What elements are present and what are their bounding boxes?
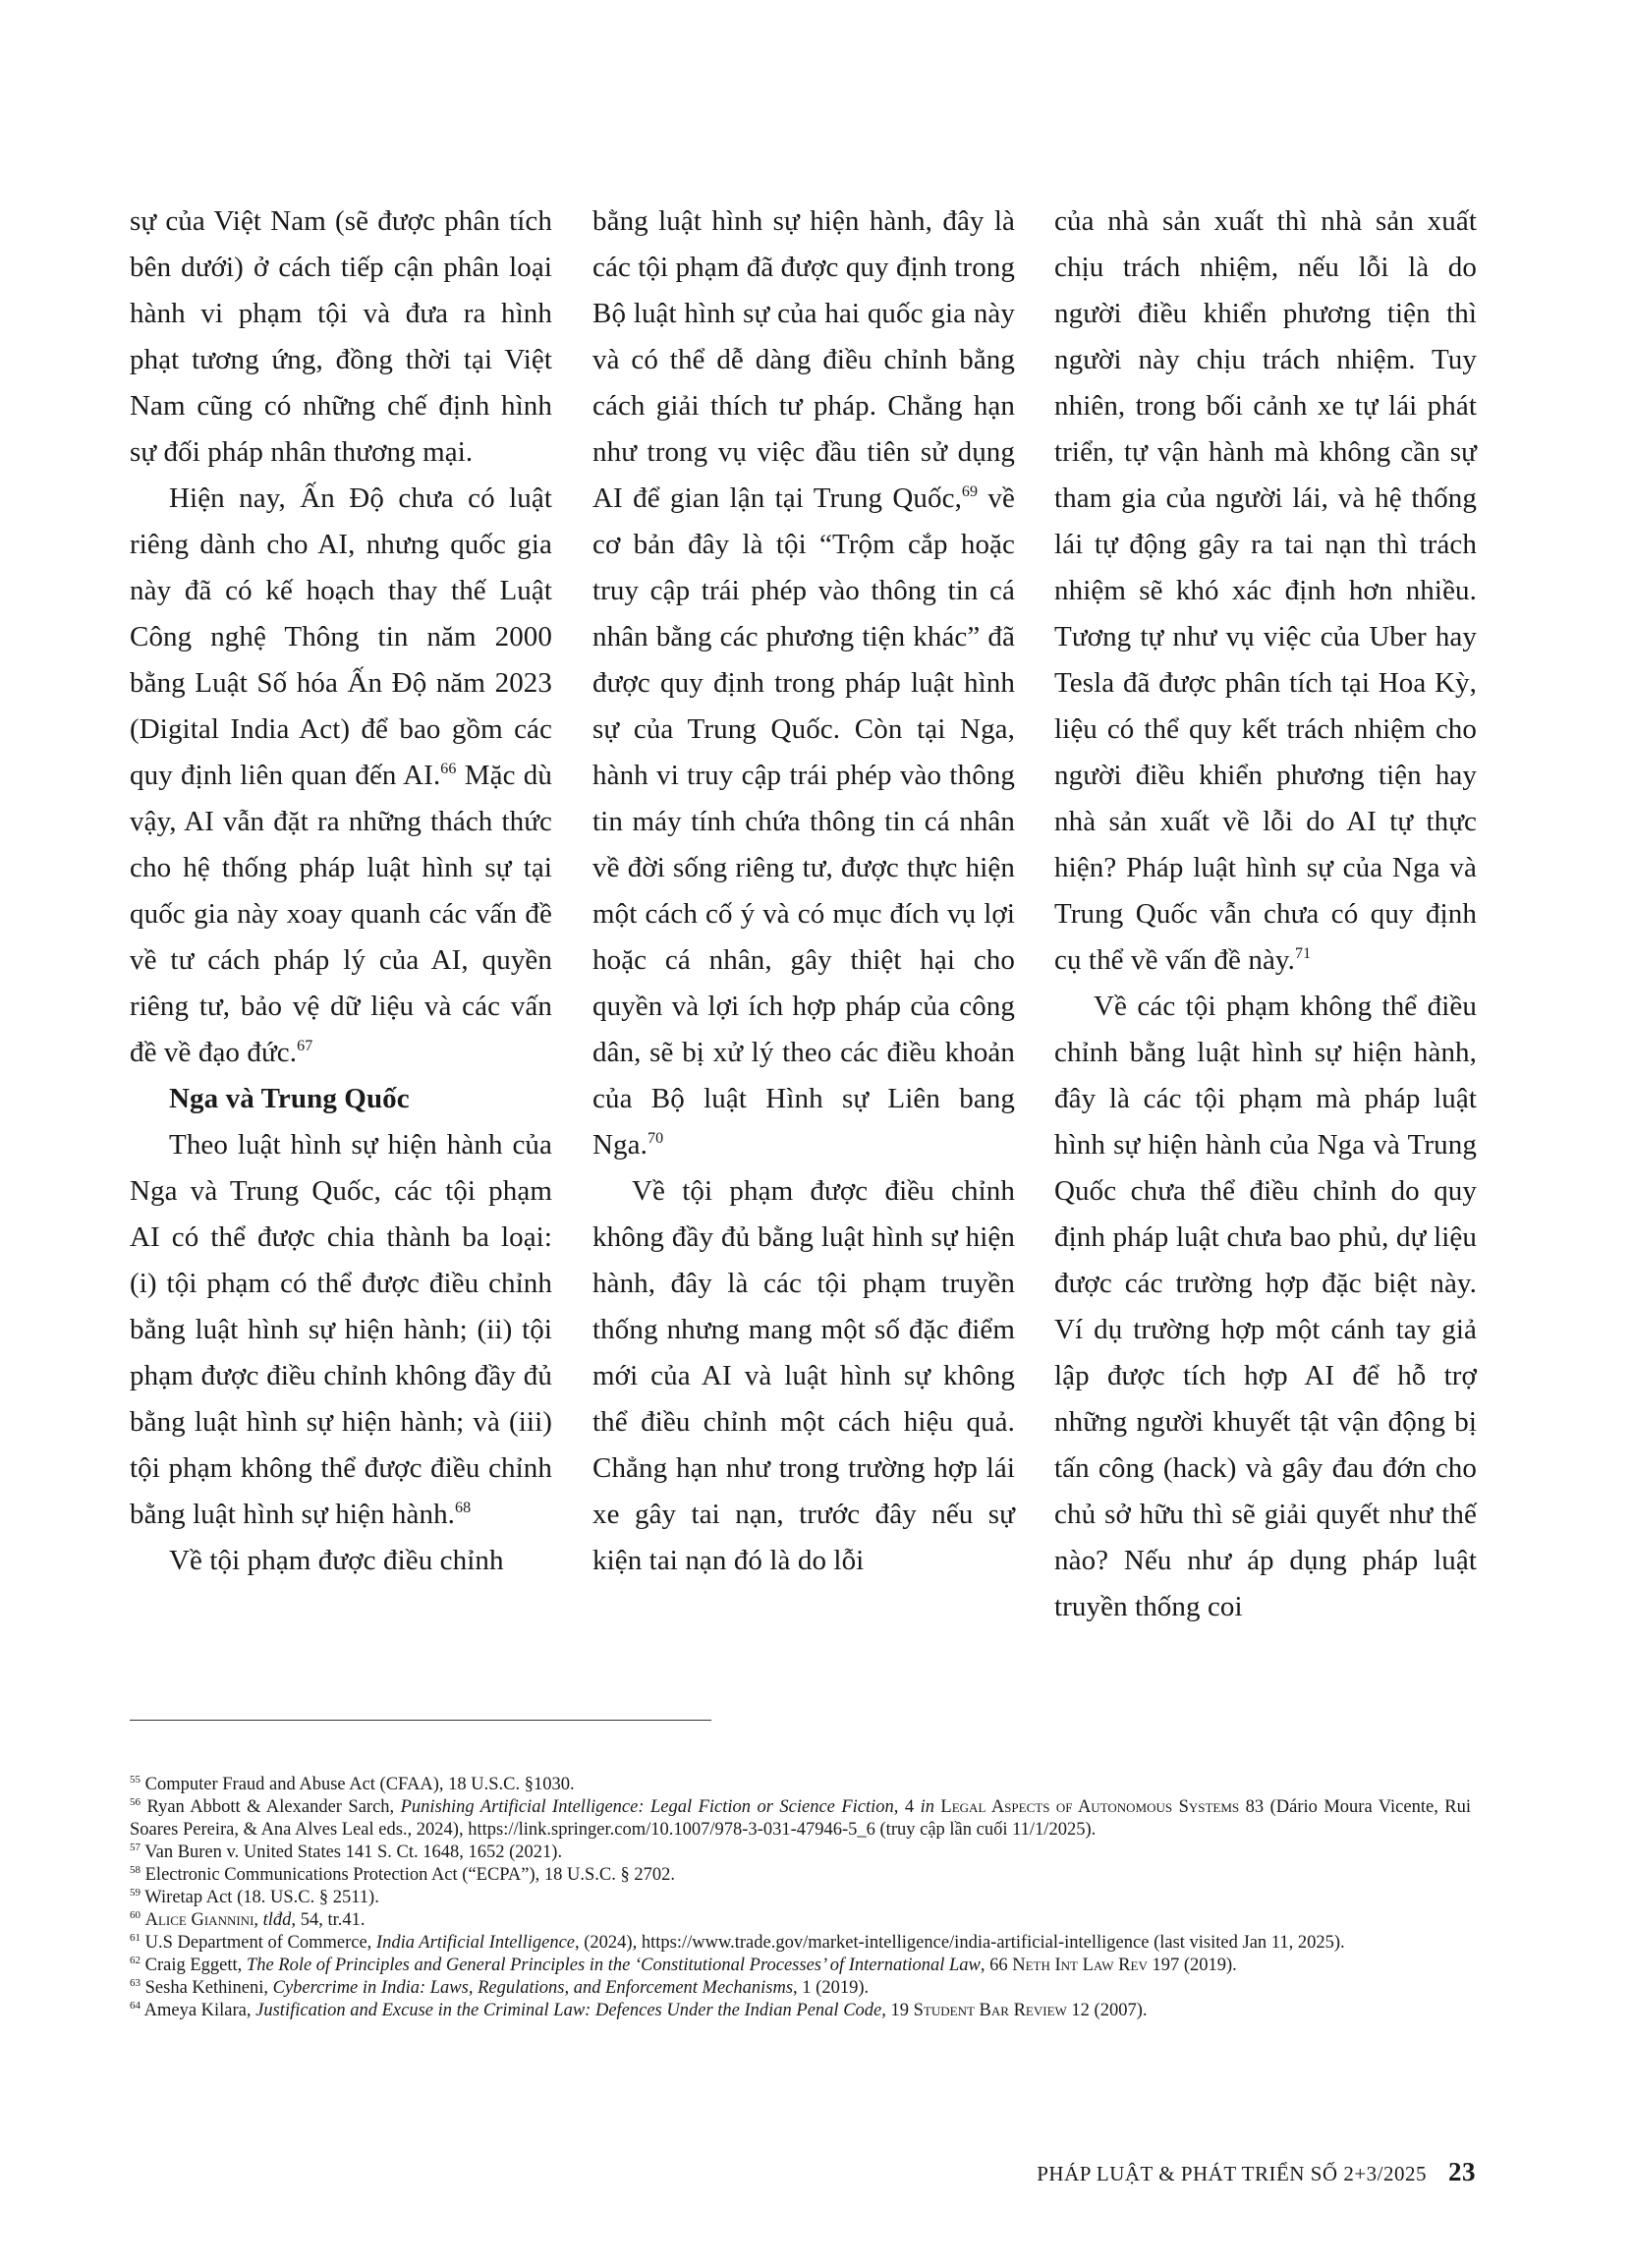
footnote: $^{55}$ Computer Fraud and Abuse Act (CFAA), 18 U.S.C. §1030. [130,1774,575,1794]
paragraph: bằng luật hình sự hiện hành, đây là các tội phạm đã được quy định trong Bộ luật hình sự của hai quốc gia này và có thể dễ dàng điều chỉnh bằng cách giải thích tư pháp. Chẳng hạn như trong vụ việc đầu tiên sử dụng AI để gian lận tại Trung Quốc,$^{69}$ về cơ bản đây là tội “Trộm cắp hoặc truy cập trái phép vào thông tin cá nhân bằng các phương tiện khác” đã được quy định trong pháp luật hình sự của Trung Quốc. Còn tại Nga, hành vi truy cập trái phép vào thông tin máy tính chứa thông tin cá nhân về đời sống riêng tư, được thực hiện một cách cố ý và có mục đích vụ lợi hoặc cá nhân, gây thiệt hại cho quyền và lợi ích hợp pháp của công dân, sẽ bị xử lý theo các điều khoản của Bộ luật Hình sự Liên bang Nga.$^{70}$ [592,205,1015,1161]
paragraph: Về tội phạm được điều chỉnh không đầy đủ bằng luật hình sự hiện hành, đây là các tội phạm truyền thống nhưng mang một số đặc điểm mới của AI và luật hình sự không thể điều chỉnh một cách hiệu quả. Chẳng hạn như trong trường hợp lái xe gây tai nạn, trước đây nếu sự kiện tai nạn đó là do lỗi [592,1175,1015,1576]
footnote-ref[interactable]: 69 [961,483,979,500]
footnote-ref[interactable]: 71 [1295,945,1312,962]
text-column-2 [592,198,1015,1584]
footnote: $^{59}$ Wiretap Act (18. US.C. § 2511). [130,1887,379,1907]
journal-name: PHÁP LUẬT & PHÁT TRIỂN SỐ 2+3/2025 [1037,2162,1427,2185]
footnote: $^{64}$ Ameya Kilara, Justification and Excuse in the Criminal Law: Defences Under the Indian Penal Code, 19 Student Bar Review 12 (2007). [130,2000,1148,2020]
paragraph: Về các tội phạm không thể điều chỉnh bằng luật hình sự hiện hành, đây là các tội phạm mà pháp luật hình sự hiện hành của Nga và Trung Quốc chưa thể điều chỉnh do quy định pháp luật chưa bao phủ, dự liệu được các trường hợp đặc biệt này. Ví dụ trường hợp một cánh tay giả lập được tích hợp AI để hỗ trợ những người khuyết tật vận động bị tấn công (hack) và gây đau đớn cho chủ sở hữu thì sẽ giải quyết như thế nào? Nếu như áp dụng pháp luật truyền thống coi [1054,991,1477,1622]
paragraph: Về tội phạm được điều chỉnh [169,1545,504,1576]
text-column-1 [130,198,552,1584]
footnote: $^{58}$ Electronic Communications Protection Act (“ECPA”), 18 U.S.C. § 2702. [130,1864,675,1885]
footnotes [130,1774,1471,2022]
footnote-divider [130,1720,711,1721]
footnote: $^{60}$ Alice Giannini, tlđd, 54, tr.41. [130,1909,366,1930]
page-footer [1037,2157,1476,2187]
footnote: $^{57}$ Van Buren v. United States 141 S. Ct. 1648, 1652 (2021). [130,1842,563,1862]
footnote-ref[interactable]: 67 [297,1038,313,1054]
footnote: $^{62}$ Craig Eggett, The Role of Principles and General Principles in the ‘Constitutional Processes’ of International Law, 66 Neth Int Law Rev 197 (2019). [130,1955,1237,1975]
footnote: $^{56}$ Ryan Abbott & Alexander Sarch, Punishing Artificial Intelligence: Legal Fiction or Science Fiction, 4 in Legal Aspects of Autonomous Systems 83 (Dário Moura Vicente, Rui Soares Pereira, & Ana Alves Leal eds., 2024), https://link.springer.com/10.1007/978-3-031-47946-5_6 (truy cập lần cuối 11/1/2025). [130,1796,1472,1840]
footnote-ref[interactable]: 68 [455,1500,472,1516]
paragraph: sự của Việt Nam (sẽ được phân tích bên dưới) ở cách tiếp cận phân loại hành vi phạm tội và đưa ra hình phạt tương ứng, đồng thời tại Việt Nam cũng có những chế định hình sự đối pháp nhân thương mại. [130,205,552,468]
footnote: $^{61}$ U.S Department of Commerce, India Artificial Intelligence, (2024), https://www.trade.gov/market-intelligence/india-artificial-intelligence (last visited Jan 11, 2025). [130,1932,1345,1953]
footnote-ref[interactable]: 66 [440,761,457,777]
paragraph: của nhà sản xuất thì nhà sản xuất chịu trách nhiệm, nếu lỗi là do người điều khiển phương tiện thì người này chịu trách nhiệm. Tuy nhiên, trong bối cảnh xe tự lái phát triển, tự vận hành mà không cần sự tham gia của người lái, và hệ thống lái tự động gây ra tai nạn thì trách nhiệm sẽ khó xác định hơn nhiều. Tương tự như vụ việc của Uber hay Tesla đã được phân tích tại Hoa Kỳ, liệu có thể quy kết trách nhiệm cho người điều khiển phương tiện hay nhà sản xuất về lỗi do AI tự thực hiện? Pháp luật hình sự của Nga và Trung Quốc vẫn chưa có quy định cụ thể về vấn đề này.$^{71}$ [1054,205,1477,976]
text-column-3 [1054,198,1477,1630]
footnote: $^{63}$ Sesha Kethineni, Cybercrime in India: Laws, Regulations, and Enforcement Mechanisms, 1 (2019). [130,1977,870,1998]
page-number: 23 [1448,2157,1476,2186]
paragraph: Theo luật hình sự hiện hành của Nga và Trung Quốc, các tội phạm AI có thể được chia thành ba loại: (i) tội phạm có thể được điều chỉnh bằng luật hình sự hiện hành; (ii) tội phạm được điều chỉnh không đầy đủ bằng luật hình sự hiện hành; và (iii) tội phạm không thể được điều chỉnh bằng luật hình sự hiện hành.$^{68}$ [130,1129,552,1530]
paragraph: Hiện nay, Ấn Độ chưa có luật riêng dành cho AI, nhưng quốc gia này đã có kế hoạch thay thế Luật Công nghệ Thông tin năm 2000 bằng Luật Số hóa Ấn Độ năm 2023 (Digital India Act) để bao gồm các quy định liên quan đến AI.$^{66}$ Mặc dù vậy, AI vẫn đặt ra những thách thức cho hệ thống pháp luật hình sự tại quốc gia này xoay quanh các vấn đề về tư cách pháp lý của AI, quyền riêng tư, bảo vệ dữ liệu và các vấn đề về đạo đức.$^{67}$ [130,482,552,1068]
footnote-ref[interactable]: 70 [647,1130,664,1147]
section-heading: Nga và Trung Quốc [169,1083,410,1114]
